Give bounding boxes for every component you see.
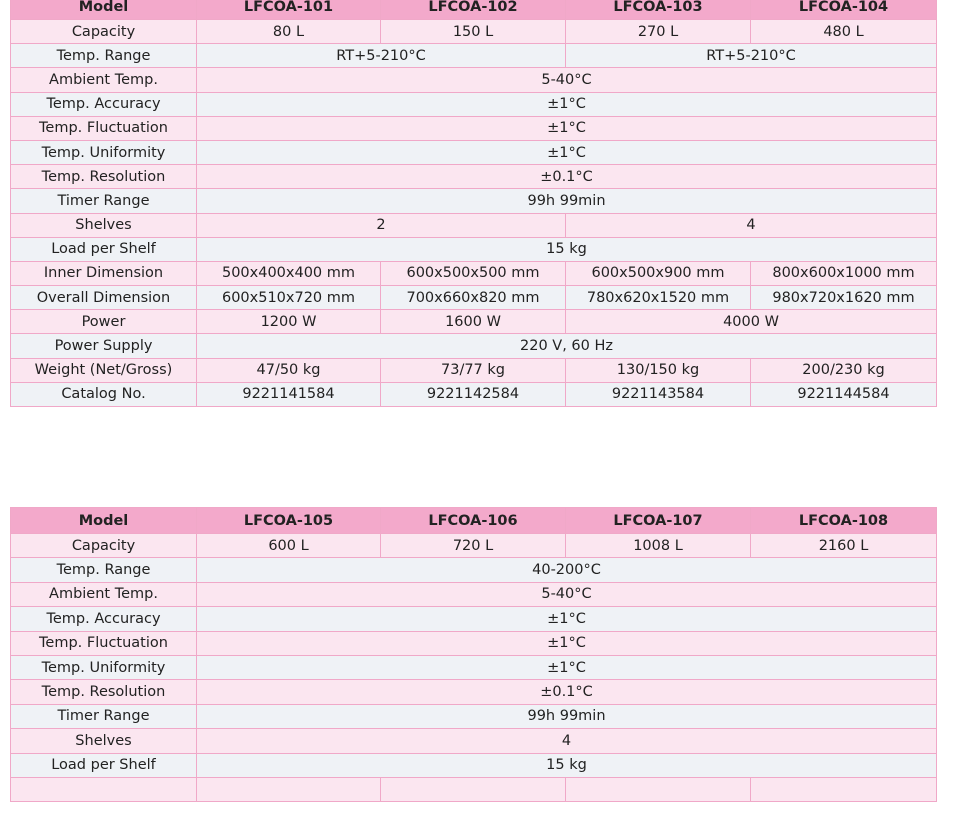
spec-value-cell: 600 L — [197, 534, 381, 558]
row-label: Temp. Fluctuation — [11, 631, 197, 655]
spec-value-cell: 15 kg — [197, 753, 937, 777]
table-header — [11, 0, 937, 20]
table-row — [11, 165, 937, 189]
spec-value-cell: 9221141584 — [197, 382, 381, 406]
row-label: Catalog No. — [11, 382, 197, 406]
row-label: Weight (Net/Gross) — [11, 358, 197, 382]
spec-value-cell: 600x510x720 mm — [197, 286, 381, 310]
header-model-name: LFCOA-102 — [381, 0, 566, 20]
spec-value-cell: 220 V, 60 Hz — [197, 334, 937, 358]
header-row — [11, 0, 937, 20]
row-label: Temp. Accuracy — [11, 92, 197, 116]
table-row — [11, 286, 937, 310]
spec-value-cell: 9221144584 — [751, 382, 937, 406]
table-row — [11, 140, 937, 164]
row-label: Load per Shelf — [11, 237, 197, 261]
header-row — [11, 508, 937, 534]
spec-value-cell — [566, 777, 751, 801]
row-label: Temp. Fluctuation — [11, 116, 197, 140]
table-row — [11, 753, 937, 777]
table-header — [11, 508, 937, 534]
row-label: Inner Dimension — [11, 261, 197, 285]
spec-value-cell: 1600 W — [381, 310, 566, 334]
header-model-name: LFCOA-104 — [751, 0, 937, 20]
table-row — [11, 382, 937, 406]
row-label: Temp. Uniformity — [11, 655, 197, 679]
table-row — [11, 68, 937, 92]
spec-value-cell: 4 — [566, 213, 937, 237]
spec-value-cell: 480 L — [751, 20, 937, 44]
row-label: Power — [11, 310, 197, 334]
spec-value-cell: 5-40°C — [197, 68, 937, 92]
spec-value-cell: 2160 L — [751, 534, 937, 558]
table-row — [11, 213, 937, 237]
table-row — [11, 92, 937, 116]
row-label: Overall Dimension — [11, 286, 197, 310]
row-label: Timer Range — [11, 189, 197, 213]
table-row — [11, 582, 937, 606]
table-row — [11, 261, 937, 285]
table-row — [11, 358, 937, 382]
row-label: Power Supply — [11, 334, 197, 358]
row-label: Capacity — [11, 534, 197, 558]
spec-value-cell: 99h 99min — [197, 189, 937, 213]
spec-value-cell: ±1°C — [197, 631, 937, 655]
spec-value-cell — [751, 777, 937, 801]
spec-value-cell: 1008 L — [566, 534, 751, 558]
table-row — [11, 20, 937, 44]
header-model-name: LFCOA-106 — [381, 508, 566, 534]
table-row — [11, 680, 937, 704]
spec-value-cell: ±1°C — [197, 655, 937, 679]
row-label: Temp. Uniformity — [11, 140, 197, 164]
row-label: Temp. Resolution — [11, 680, 197, 704]
table-body — [11, 20, 937, 407]
table-row — [11, 189, 937, 213]
header-model-name: LFCOA-107 — [566, 508, 751, 534]
row-label: Temp. Resolution — [11, 165, 197, 189]
spec-value-cell: 9221142584 — [381, 382, 566, 406]
spec-value-cell: 5-40°C — [197, 582, 937, 606]
spec-value-cell: ±0.1°C — [197, 165, 937, 189]
spec-value-cell: RT+5-210°C — [566, 44, 937, 68]
row-label: Load per Shelf — [11, 753, 197, 777]
spec-value-cell: RT+5-210°C — [197, 44, 566, 68]
spec-value-cell: ±1°C — [197, 116, 937, 140]
spec-value-cell: 47/50 kg — [197, 358, 381, 382]
header-model-name: LFCOA-105 — [197, 508, 381, 534]
table-row — [11, 534, 937, 558]
row-label: Temp. Range — [11, 558, 197, 582]
table-row — [11, 777, 937, 801]
spec-value-cell: 800x600x1000 mm — [751, 261, 937, 285]
table-row — [11, 116, 937, 140]
spec-value-cell — [197, 777, 381, 801]
header-model-name: LFCOA-101 — [197, 0, 381, 20]
spec-value-cell: 2 — [197, 213, 566, 237]
table-row — [11, 704, 937, 728]
spec-value-cell: 1200 W — [197, 310, 381, 334]
row-label: Shelves — [11, 729, 197, 753]
table-row — [11, 631, 937, 655]
row-label: Ambient Temp. — [11, 582, 197, 606]
header-model-label: Model — [11, 508, 197, 534]
spec-value-cell: 4000 W — [566, 310, 937, 334]
spec-value-cell: ±1°C — [197, 140, 937, 164]
row-label: Timer Range — [11, 704, 197, 728]
spec-value-cell: 130/150 kg — [566, 358, 751, 382]
spec-value-cell: 40-200°C — [197, 558, 937, 582]
spec-value-cell: 600x500x900 mm — [566, 261, 751, 285]
table-row — [11, 729, 937, 753]
spec-value-cell: 200/230 kg — [751, 358, 937, 382]
table-row — [11, 558, 937, 582]
spec-value-cell: 720 L — [381, 534, 566, 558]
spec-value-cell: ±1°C — [197, 607, 937, 631]
row-label: Shelves — [11, 213, 197, 237]
spec-value-cell: 980x720x1620 mm — [751, 286, 937, 310]
header-model-name: LFCOA-103 — [566, 0, 751, 20]
spec-value-cell: 15 kg — [197, 237, 937, 261]
table-body — [11, 534, 937, 802]
spec-value-cell: 4 — [197, 729, 937, 753]
spec-table-lfcoa-105-108 — [10, 507, 937, 802]
spec-value-cell: 73/77 kg — [381, 358, 566, 382]
row-label: Temp. Accuracy — [11, 607, 197, 631]
spec-value-cell: 80 L — [197, 20, 381, 44]
spec-value-cell: 270 L — [566, 20, 751, 44]
spec-value-cell: 9221143584 — [566, 382, 751, 406]
spec-value-cell: 150 L — [381, 20, 566, 44]
spec-value-cell: 500x400x400 mm — [197, 261, 381, 285]
spec-value-cell: ±0.1°C — [197, 680, 937, 704]
table-row — [11, 44, 937, 68]
table-row — [11, 310, 937, 334]
spec-value-cell: ±1°C — [197, 92, 937, 116]
table-row — [11, 237, 937, 261]
row-label: Capacity — [11, 20, 197, 44]
table-row — [11, 655, 937, 679]
row-label: Ambient Temp. — [11, 68, 197, 92]
spec-value-cell: 99h 99min — [197, 704, 937, 728]
row-label — [11, 777, 197, 801]
table-row — [11, 607, 937, 631]
spec-value-cell: 600x500x500 mm — [381, 261, 566, 285]
header-model-name: LFCOA-108 — [751, 508, 937, 534]
spec-value-cell: 780x620x1520 mm — [566, 286, 751, 310]
spec-value-cell: 700x660x820 mm — [381, 286, 566, 310]
header-model-label: Model — [11, 0, 197, 20]
row-label: Temp. Range — [11, 44, 197, 68]
table-row — [11, 334, 937, 358]
spec-value-cell — [381, 777, 566, 801]
spec-table-lfcoa-101-104 — [10, 0, 937, 407]
